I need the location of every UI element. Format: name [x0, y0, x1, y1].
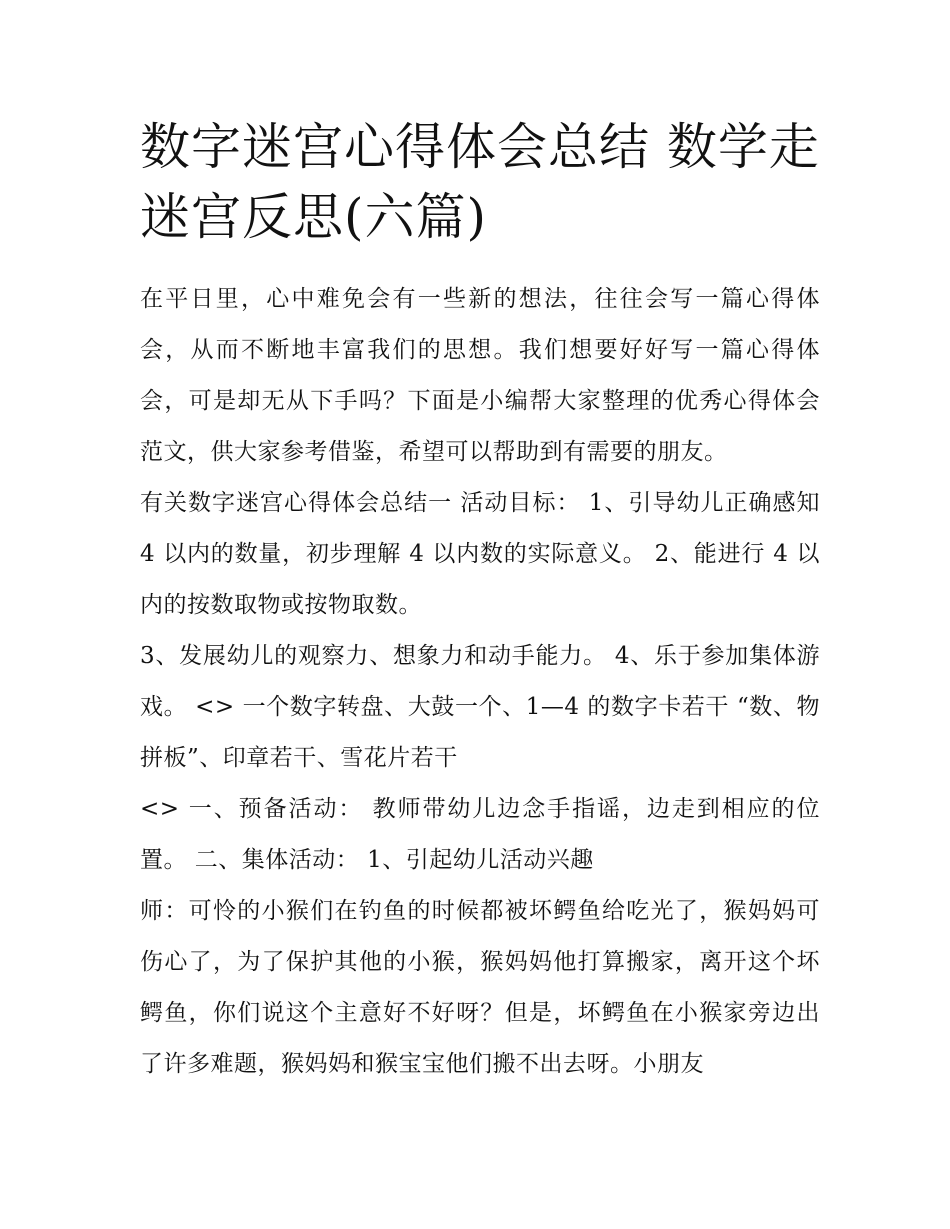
intro-paragraph: 在平日里，心中难免会有一些新的想法，往往会写一篇心得体会，从而不断地丰富我们的思想。我们想要好好写一篇心得体会，可是却无从下手吗？下面是小编帮大家整理的优秀心得体会范文，供大家参考借鉴，希望可以帮助到有需要的朋友。: [140, 286, 820, 465]
activity-goals-paragraph: 有关数字迷宫心得体会总结一 活动目标： 1、引导幼儿正确感知 4 以内的数量，初步理解 4 以内数的实际意义。 2、能进行 4 以内的按数取物或按物取数。: [140, 490, 820, 618]
teacher-story-paragraph: 师：可怜的小猴们在钓鱼的时候都被坏鳄鱼给吃光了，猴妈妈可伤心了，为了保护其他的小猴，猴妈妈他打算搬家，离开这个坏鳄鱼，你们说这个主意好不好呀？但是，坏鳄鱼在小猴家旁边出了许多难题，猴妈妈和猴宝宝他们搬不出去呀。小朋友: [140, 898, 820, 1077]
preparation-paragraph: <> 一、预备活动： 教师带幼儿边念手指谣，边走到相应的位置。 二、集体活动： 1、引起幼儿活动兴趣: [140, 796, 820, 873]
materials-paragraph: 3、发展幼儿的观察力、想象力和动手能力。 4、乐于参加集体游戏。 <> 一个数字转盘、大鼓一个、1—4 的数字卡若干 “数、物拼板”、印章若干、雪花片若干: [140, 643, 820, 771]
document-page: [140, 112, 820, 1090]
document-title: 数字迷宫心得体会总结 数学走迷宫反思(六篇): [140, 118, 820, 246]
